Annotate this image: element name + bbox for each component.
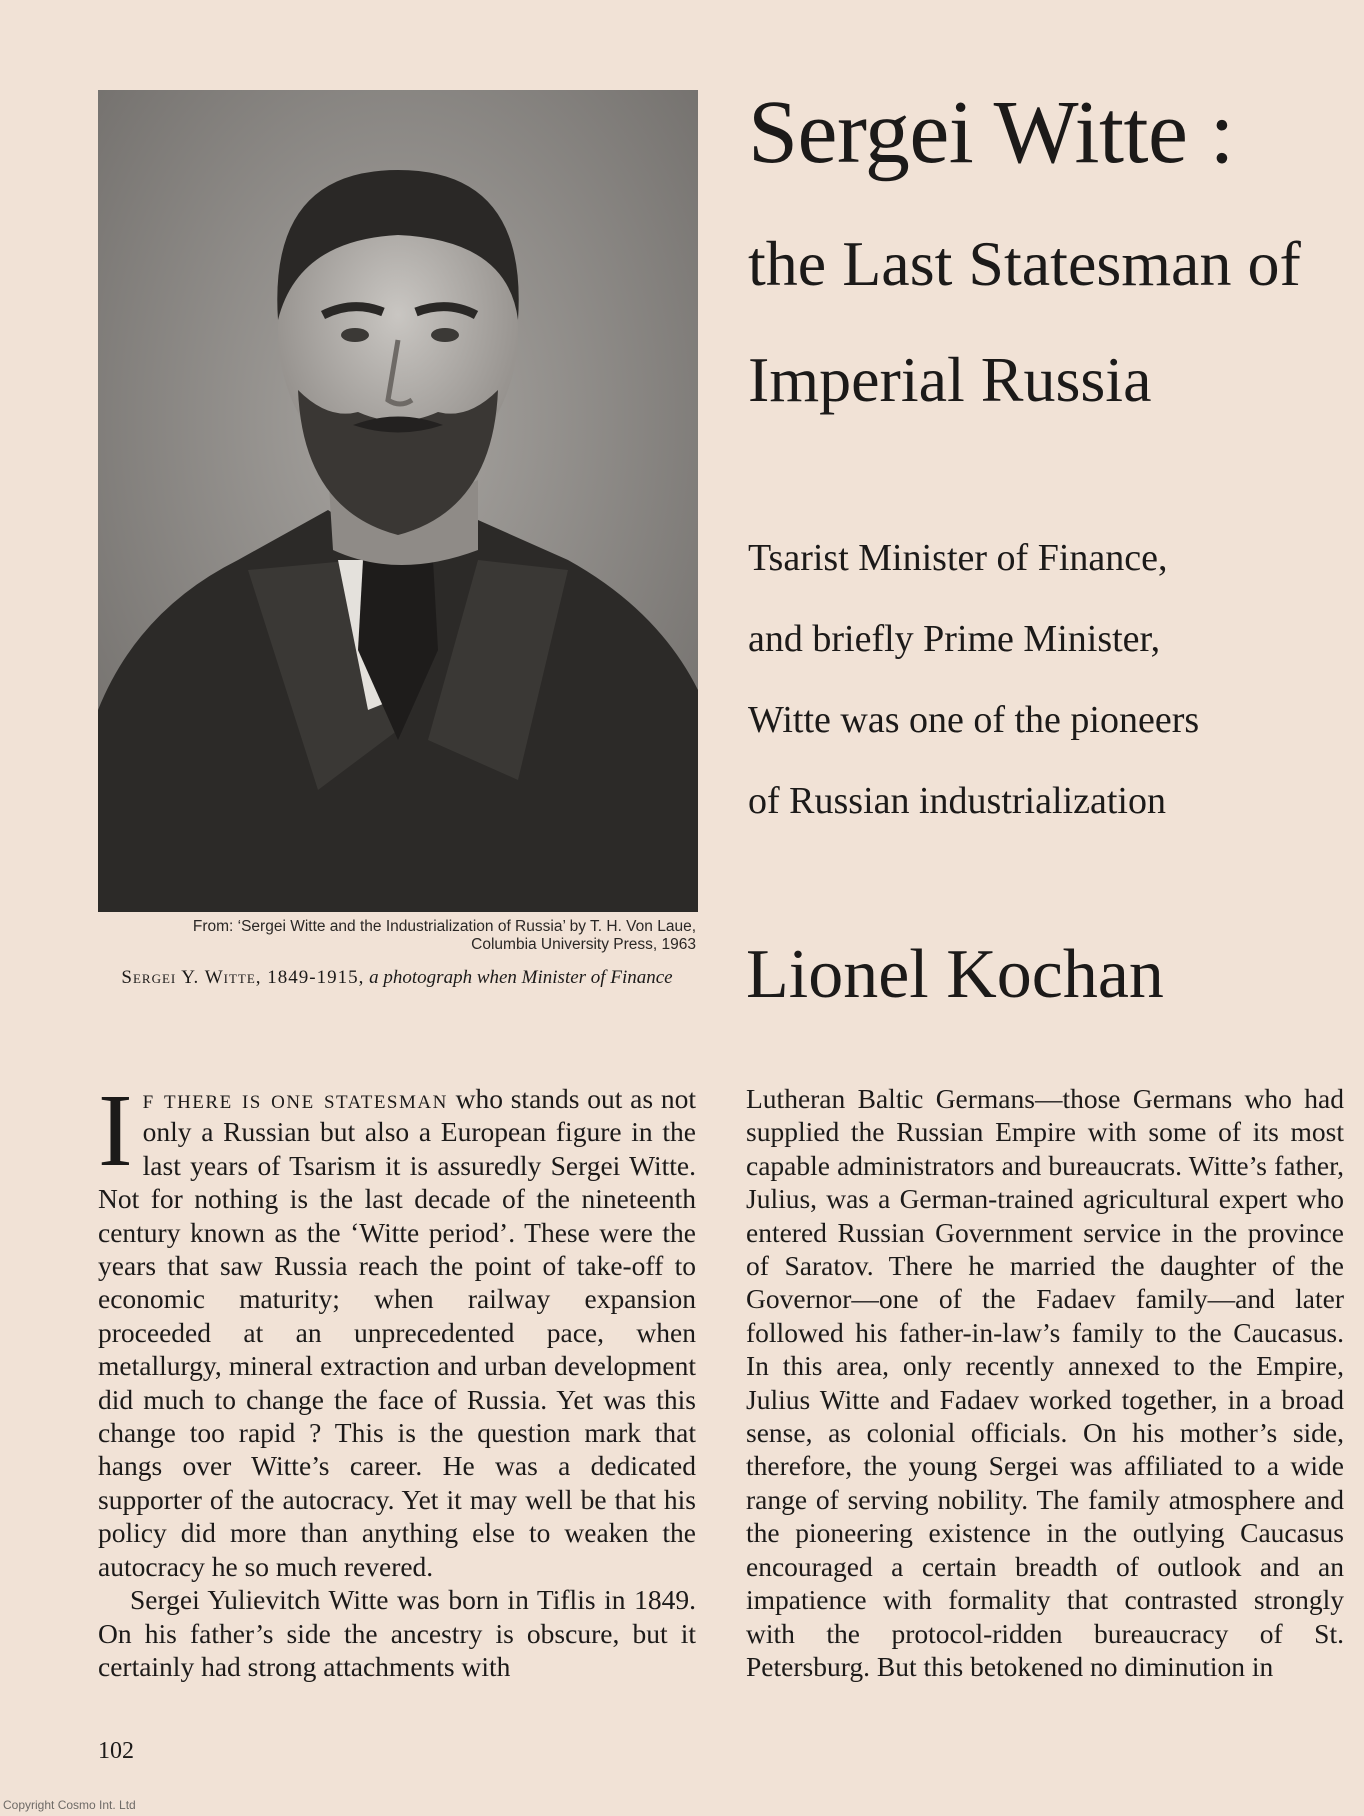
article-title: Sergei Witte : bbox=[748, 83, 1234, 182]
lead-in: f there is one statesman bbox=[142, 1083, 448, 1114]
body-paragraph-text: who stands out as not only a Russian but also a European figure in the last years of Tsarism it is assuredly Sergei Witte. Not for nothing is the last decade of the nineteenth century known as the ‘Witte period’. These were the years that saw Russia reach the point of take-off to economic maturity; when railway expansion proceeded at an unprecedented pace, when metallurgy, mineral extraction and urban development did much to change the face of Russia. Yet was this change too rapid ? This is the question mark that hangs over Witte’s career. He was a dedicated supporter of the autocracy. Yet it may well be that his policy did more than anything else to weaken the autocracy he so much revered. bbox=[98, 1083, 696, 1582]
photo-caption bbox=[98, 966, 696, 989]
body-paragraph bbox=[98, 1073, 696, 1583]
body-column-right bbox=[746, 1082, 1344, 1683]
subtitle-line2: Imperial Russia bbox=[748, 344, 1152, 415]
body-paragraph: Lutheran Baltic Germans—those Germans who had supplied the Russian Empire with some of its most capable administrators and bureaucrats. Witte’s father, Julius, was a German-trained agricultural expert who entered Russian Government service in the province of Saratov. There he married the daughter of the Governor—one of the Fadaev family—and later followed his father-in-law’s family to the Caucasus. In this area, only recently annexed to the Empire, Julius Witte and Fadaev worked together, in a broad sense, as colonial officials. On his mother’s side, therefore, the young Sergei was affiliated to a wide range of serving nobility. The family atmosphere and the pioneering existence in the outlying Caucasus encouraged a certain breadth of outlook and an impatience with formality that contrasted strongly with the protocol-ridden bureaucracy of St. Petersburg. But this betokened no diminution in bbox=[746, 1083, 1344, 1682]
photo-credit-line2: Columbia University Press, 1963 bbox=[471, 936, 696, 953]
portrait-illustration bbox=[98, 90, 698, 912]
caption-description: a photograph when Minister of Finance bbox=[364, 967, 673, 988]
caption-name: Sergei Y. Witte, 1849-1915, bbox=[121, 967, 365, 988]
deck-line1: Tsarist Minister of Finance, bbox=[748, 537, 1168, 579]
deck-line2: and briefly Prime Minister, bbox=[748, 618, 1161, 660]
photo-credit-line1: From: ‘Sergei Witte and the Industrialization of Russia’ by T. H. Von Laue, bbox=[192, 918, 696, 935]
body-column-left bbox=[98, 1073, 696, 1683]
subtitle-line1: the Last Statesman of bbox=[748, 228, 1301, 299]
photo-credit bbox=[98, 918, 696, 954]
body-paragraph: Sergei Yulievitch Witte was born in Tiflis in 1849. On his father’s side the ancestry is obscure, but it certainly had strong attachments with bbox=[98, 1584, 696, 1682]
article-subtitle bbox=[748, 206, 1348, 438]
deck-line4: of Russian industrialization bbox=[748, 780, 1166, 822]
page-number: 102 bbox=[98, 1738, 134, 1764]
copyright-notice: Copyright Cosmo Int. Ltd bbox=[3, 1798, 136, 1812]
author-byline: Lionel Kochan bbox=[746, 936, 1164, 1013]
article-deck bbox=[748, 518, 1348, 842]
drop-cap: I bbox=[98, 1073, 133, 1188]
portrait-photo bbox=[98, 90, 698, 912]
deck-line3: Witte was one of the pioneers bbox=[748, 699, 1200, 741]
